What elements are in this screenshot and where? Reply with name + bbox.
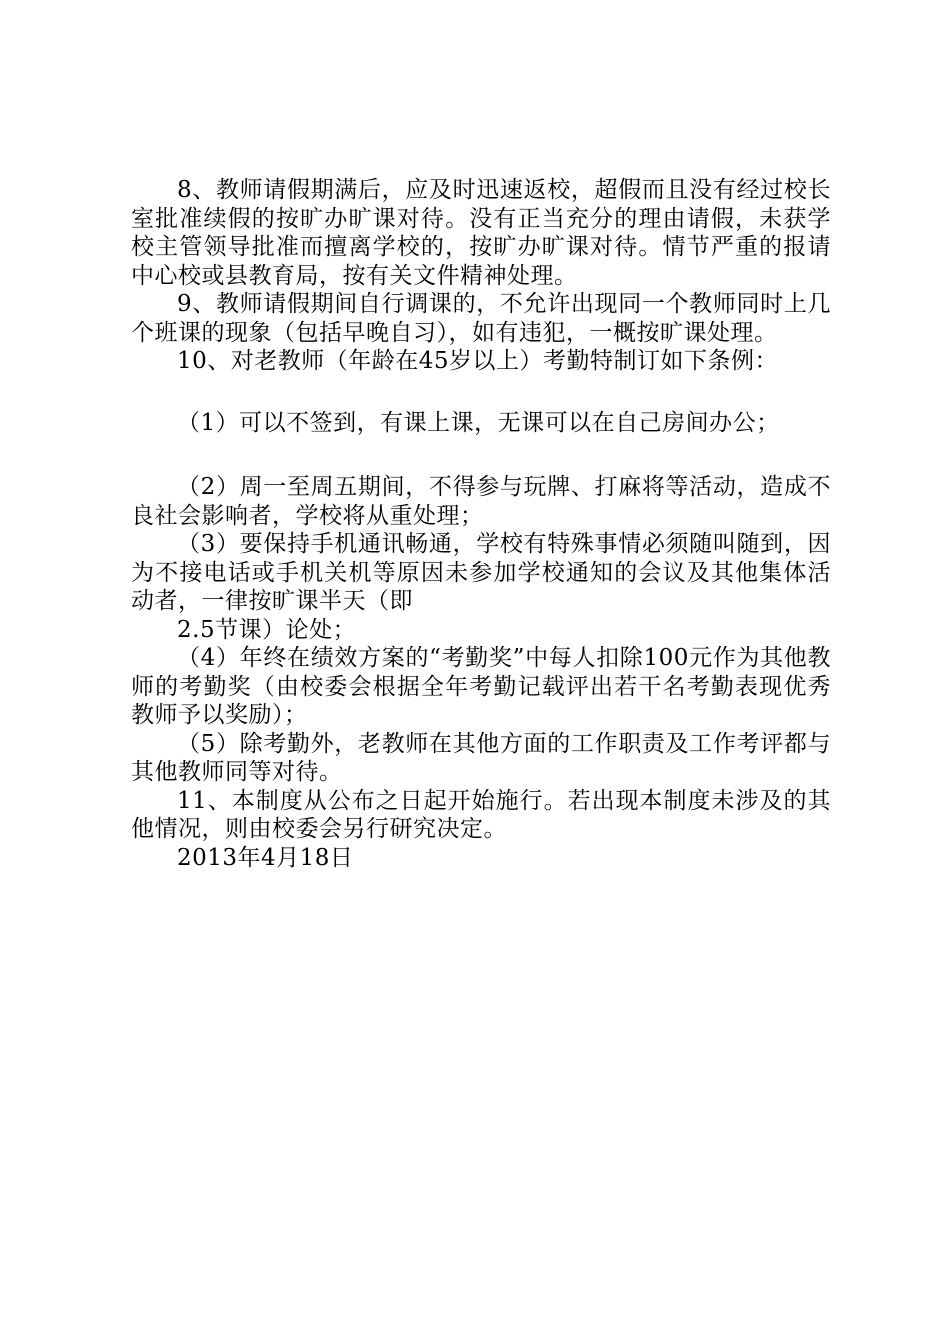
paragraph-11-effective-date: 11、本制度从公布之日起开始施行。若出现本制度未涉及的其他情况，则由校委会另行研究决定。 (131, 787, 831, 842)
paragraph-spacer (131, 376, 831, 409)
sub-item-4: （4）年终在绩效方案的“考勤奖”中每人扣除100元作为其他教师的考勤奖（由校委会根据全年考勤记载评出若干名考勤表现优秀教师予以奖励）； (131, 645, 831, 728)
document-body (131, 176, 831, 872)
sub-item-1: （1）可以不签到，有课上课，无课可以在自己房间办公； (177, 409, 780, 436)
paragraph-9-class-swap: 9、教师请假期间自行调课的，不允许出现同一个教师同时上几个班课的现象（包括早晚自习），如有违犯，一概按旷课处理。 (131, 291, 831, 346)
sub-item-3: （3）要保持手机通讯畅通，学校有特殊事情必须随叫随到，因为不接电话或手机关机等原因未参加学校通知的会议及其他集体活动者，一律按旷课半天（即 (131, 531, 831, 614)
document-date: 2013年4月18日 (177, 844, 354, 871)
sub-item-3-continued: 2.5节课）论处； (177, 616, 357, 643)
sub-item-5: （5）除考勤外，老教师在其他方面的工作职责及工作考评都与其他教师同等对待。 (131, 730, 831, 785)
paragraph-spacer (131, 437, 831, 473)
paragraph-10-senior-teachers: 10、对老教师（年龄在45岁以上）考勤特制订如下条例： (177, 348, 779, 374)
sub-item-2: （2）周一至周五期间，不得参与玩牌、打麻将等活动，造成不良社会影响者，学校将从重处理； (131, 474, 831, 529)
paragraph-8-leave-overdue: 8、教师请假期满后，应及时迅速返校，超假而且没有经过校长室批准续假的按旷办旷课对待。没有正当充分的理由请假，未获学校主管领导批准而擅离学校的，按旷办旷课对待。情节严重的报请中心校或县教育局，按有关文件精神处理。 (131, 177, 831, 289)
